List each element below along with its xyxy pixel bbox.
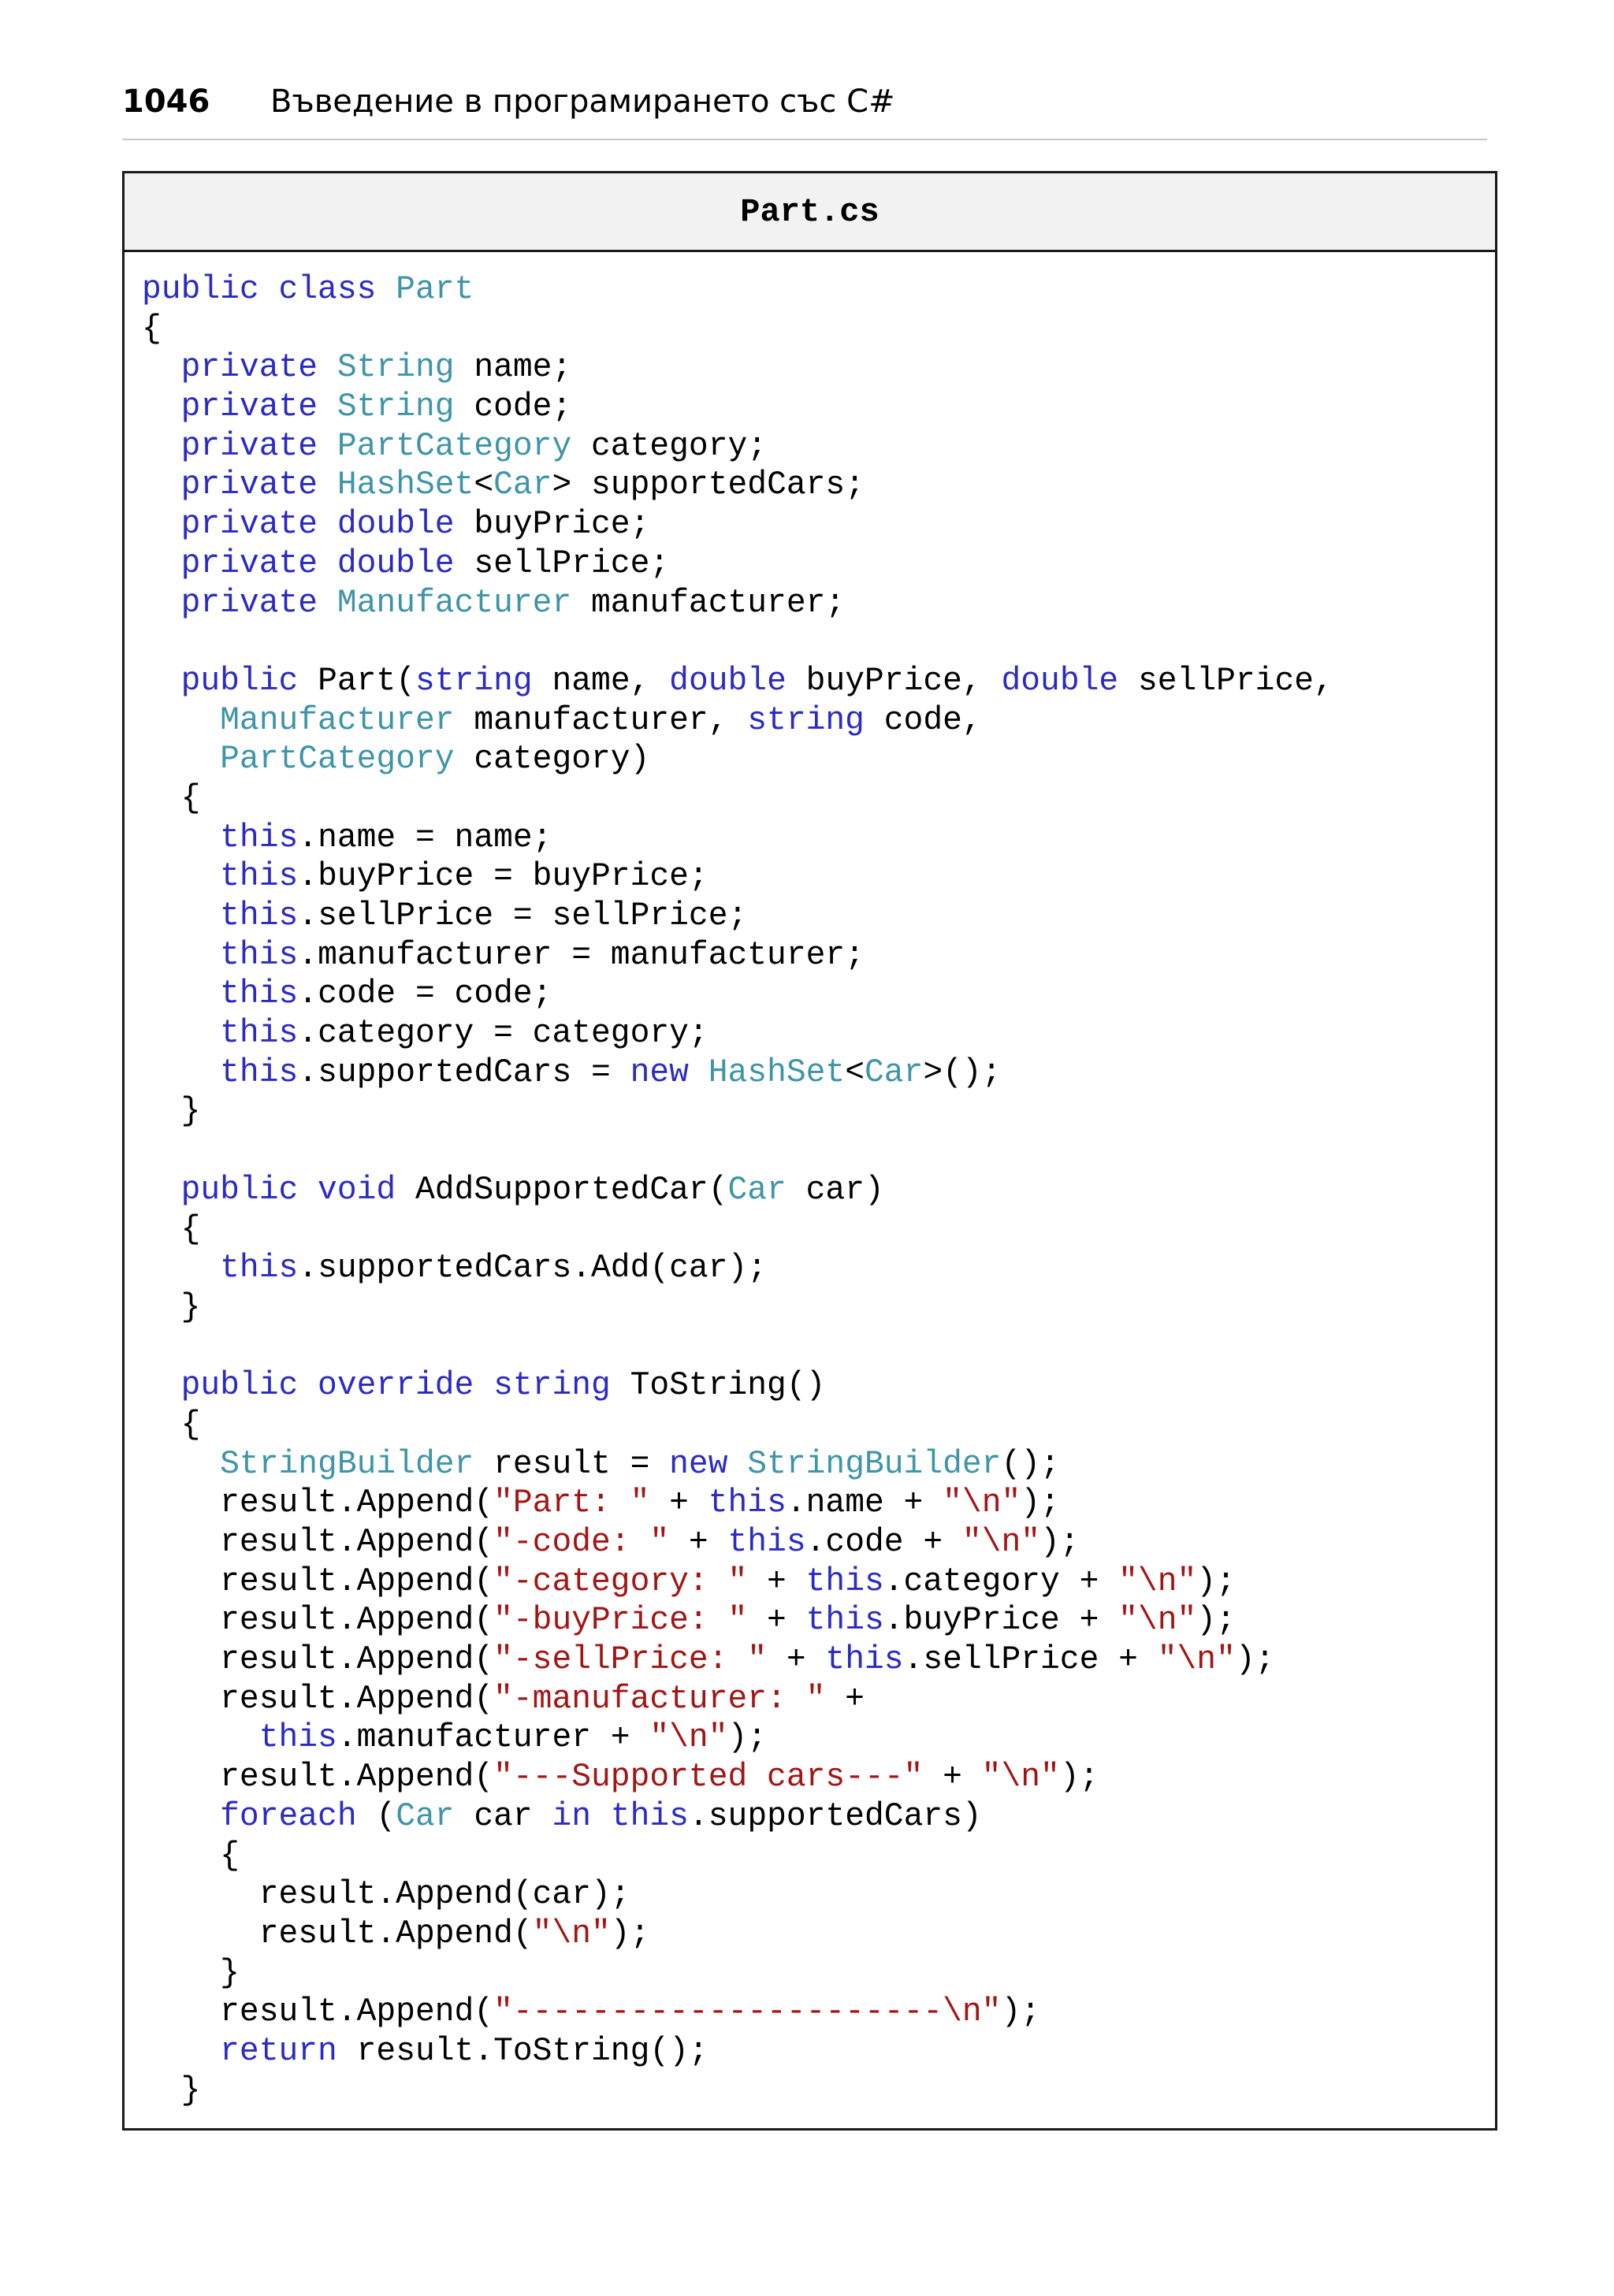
- code-line: [142, 819, 1495, 859]
- code-line: [142, 1524, 1495, 1563]
- code-type: Car: [396, 1798, 455, 1835]
- code-text: [142, 429, 181, 465]
- code-keyword: private: [180, 350, 337, 387]
- code-text: [142, 1172, 181, 1209]
- code-keyword: this: [805, 1563, 884, 1600]
- code-string: "\n": [532, 1915, 611, 1952]
- code-keyword: this: [220, 859, 299, 896]
- code-keyword: private: [180, 428, 337, 465]
- code-text: .supportedCars): [688, 1798, 982, 1835]
- code-text: );: [610, 1915, 650, 1952]
- page-number: 1046: [122, 84, 210, 120]
- code-text: code;: [454, 389, 572, 426]
- code-line: [142, 1993, 1495, 2033]
- code-keyword: this: [258, 1720, 337, 1757]
- code-keyword: this: [220, 1250, 299, 1287]
- code-body: [142, 271, 1495, 2111]
- code-line: [142, 1172, 1495, 1211]
- code-line: [142, 1328, 1495, 1368]
- code-line: [142, 623, 1495, 663]
- code-text: [142, 938, 220, 974]
- code-text: [142, 703, 220, 739]
- code-type: String: [337, 350, 455, 387]
- code-keyword: private: [180, 467, 337, 504]
- code-text: +: [923, 1759, 982, 1796]
- code-text: name;: [454, 350, 572, 387]
- code-keyword: this: [220, 1016, 299, 1053]
- code-text: Part(: [298, 663, 415, 700]
- code-text: .sellPrice = sellPrice;: [298, 898, 748, 934]
- code-keyword: public void: [180, 1172, 396, 1209]
- code-type: HashSet: [337, 467, 474, 504]
- code-text: AddSupportedCar(: [396, 1172, 728, 1209]
- code-text: [142, 2034, 220, 2070]
- code-line: [142, 1915, 1495, 1955]
- code-line: [142, 1211, 1495, 1250]
- code-line: [142, 1759, 1495, 1798]
- code-text: .name +: [786, 1485, 943, 1522]
- code-text: +: [767, 1642, 826, 1679]
- code-text: result.Append(: [142, 1759, 494, 1796]
- code-text: .supportedCars.Add(car);: [298, 1250, 768, 1287]
- code-type: String: [337, 389, 455, 426]
- code-line: [142, 897, 1495, 937]
- code-text: ToString(): [610, 1368, 826, 1405]
- code-string: "----------------------\n": [493, 1994, 1002, 2031]
- code-line: [142, 545, 1495, 585]
- code-type: StringBuilder: [220, 1446, 474, 1483]
- code-text: .code = code;: [298, 976, 552, 1013]
- code-text: [142, 1368, 181, 1404]
- code-line: [142, 388, 1495, 428]
- code-text: );: [1059, 1759, 1099, 1796]
- code-text: {: [142, 310, 162, 347]
- code-text: [142, 546, 181, 582]
- code-listing-title-bar: [125, 173, 1495, 252]
- code-text: {: [142, 1837, 240, 1874]
- code-keyword: this: [220, 1054, 299, 1091]
- code-keyword: private: [180, 585, 337, 622]
- code-string: "\n": [1157, 1642, 1236, 1679]
- code-string: "\n": [649, 1720, 728, 1757]
- code-keyword: public: [180, 663, 299, 700]
- code-line: [142, 780, 1495, 819]
- code-text: [142, 585, 181, 622]
- code-text: result.Append(: [142, 1642, 494, 1679]
- code-text: {: [142, 1211, 201, 1248]
- code-line: [142, 1563, 1495, 1603]
- code-text: sellPrice;: [454, 545, 670, 582]
- code-text: .supportedCars =: [298, 1054, 630, 1091]
- code-keyword: string: [747, 702, 865, 739]
- code-text: [142, 976, 220, 1012]
- code-text: sellPrice,: [1118, 663, 1333, 700]
- code-keyword: private double: [180, 507, 455, 544]
- code-text: [142, 898, 220, 934]
- code-text: buyPrice,: [786, 663, 1002, 700]
- code-keyword: private double: [180, 545, 455, 582]
- page-header: [122, 77, 1487, 140]
- code-type: Manufacturer: [337, 585, 572, 622]
- code-text: .buyPrice = buyPrice;: [298, 859, 708, 896]
- code-line: [142, 466, 1495, 506]
- code-text: name,: [532, 663, 670, 700]
- code-text: ();: [1001, 1446, 1060, 1483]
- code-text: [142, 389, 181, 425]
- code-text: }: [142, 1955, 240, 1992]
- code-line: [142, 1406, 1495, 1446]
- code-type: StringBuilder: [747, 1446, 1002, 1483]
- code-text: [142, 350, 181, 386]
- code-keyword: this: [220, 819, 299, 856]
- code-text: result.Append(: [142, 1681, 494, 1718]
- code-line: [142, 1446, 1495, 1485]
- code-type: PartCategory: [337, 428, 572, 465]
- code-line: [142, 349, 1495, 388]
- code-text: buyPrice;: [454, 507, 650, 544]
- code-text: .category +: [883, 1563, 1119, 1600]
- code-type: Car: [865, 1054, 924, 1091]
- code-line: [142, 2072, 1495, 2112]
- code-text: +: [825, 1681, 865, 1718]
- code-keyword: public override string: [180, 1368, 611, 1405]
- code-keyword: double: [1001, 663, 1119, 700]
- code-text: [142, 663, 181, 700]
- code-line: [142, 937, 1495, 976]
- code-text: car): [786, 1172, 884, 1209]
- code-text: [142, 1250, 220, 1287]
- code-text: }: [142, 1289, 201, 1326]
- code-text: {: [142, 1406, 201, 1443]
- code-keyword: this: [220, 937, 299, 974]
- code-keyword: this: [727, 1525, 806, 1561]
- code-type: PartCategory: [220, 741, 455, 778]
- code-text: [142, 820, 220, 856]
- code-text: [142, 507, 181, 543]
- code-type: Car: [493, 467, 552, 504]
- code-text: );: [1001, 1994, 1041, 2031]
- code-text: <: [845, 1054, 865, 1091]
- code-keyword: public class: [142, 272, 396, 308]
- code-line: [142, 271, 1495, 310]
- code-keyword: this: [825, 1642, 904, 1679]
- code-keyword: new: [630, 1054, 708, 1091]
- code-text: result.Append(: [142, 1485, 494, 1522]
- code-line: [142, 1876, 1495, 1915]
- code-line: [142, 1955, 1495, 1994]
- code-keyword: return: [220, 2033, 337, 2070]
- code-line: [142, 1093, 1495, 1132]
- code-text: .sellPrice +: [903, 1642, 1158, 1679]
- code-string: "---Supported cars---": [493, 1759, 924, 1796]
- code-text: result.ToString();: [337, 2033, 708, 2070]
- code-string: "\n": [1118, 1603, 1197, 1640]
- code-line: [142, 663, 1495, 702]
- code-text: [142, 859, 220, 895]
- code-text: [142, 1447, 220, 1483]
- code-text: result.Append(: [142, 1525, 494, 1561]
- code-text: }: [142, 1094, 201, 1131]
- code-line: [142, 1837, 1495, 1877]
- code-text: +: [747, 1563, 806, 1600]
- code-text: car: [454, 1798, 552, 1835]
- code-string: "-category: ": [493, 1563, 748, 1600]
- code-line: [142, 1015, 1495, 1054]
- code-line: [142, 1798, 1495, 1837]
- code-text: );: [1196, 1563, 1236, 1600]
- code-keyword: double: [669, 663, 787, 700]
- code-string: "\n": [1118, 1563, 1197, 1600]
- code-line: [142, 428, 1495, 467]
- code-line: [142, 1132, 1495, 1172]
- code-text: +: [669, 1525, 728, 1561]
- code-line: [142, 1681, 1495, 1720]
- code-text: <: [474, 467, 494, 504]
- code-text: );: [1196, 1603, 1236, 1640]
- code-keyword: string: [415, 663, 533, 700]
- code-line: [142, 1367, 1495, 1406]
- code-line: [142, 1719, 1495, 1759]
- code-line: [142, 741, 1495, 780]
- code-text: }: [142, 2072, 201, 2109]
- book-title: Въведение в програмирането със C#: [270, 84, 895, 120]
- code-string: "\n": [943, 1485, 1021, 1522]
- code-text: [142, 467, 181, 503]
- code-string: "-manufacturer: ": [493, 1681, 826, 1718]
- code-string: "Part: ": [493, 1485, 650, 1522]
- code-string: "-sellPrice: ": [493, 1642, 768, 1679]
- code-text: [142, 1055, 220, 1091]
- code-text: [142, 1016, 220, 1052]
- code-line: [142, 310, 1495, 350]
- code-keyword: private: [180, 389, 337, 426]
- code-keyword: new: [669, 1446, 748, 1483]
- code-text: [142, 1720, 259, 1756]
- code-line: [142, 1250, 1495, 1289]
- code-text: );: [1021, 1485, 1060, 1522]
- code-text: [142, 1799, 220, 1835]
- code-text: result.Append(: [142, 1603, 494, 1640]
- code-line: [142, 975, 1495, 1015]
- code-text: result.Append(car);: [142, 1877, 630, 1914]
- code-text: manufacturer;: [571, 585, 846, 622]
- code-line: [142, 702, 1495, 741]
- code-line: [142, 1289, 1495, 1328]
- code-line: [142, 1054, 1495, 1094]
- code-type: HashSet: [708, 1054, 846, 1091]
- code-type: Car: [727, 1172, 787, 1209]
- code-keyword: in this: [552, 1798, 689, 1835]
- code-text: {: [142, 780, 201, 817]
- code-text: > supportedCars;: [552, 467, 865, 504]
- code-text: .name = name;: [298, 819, 552, 856]
- code-text: category): [454, 741, 650, 778]
- code-text: +: [649, 1485, 708, 1522]
- code-text: result.Append(: [142, 1915, 533, 1952]
- code-string: "-buyPrice: ": [493, 1603, 748, 1640]
- code-text: );: [1040, 1525, 1080, 1561]
- code-text: +: [747, 1603, 806, 1640]
- code-line: [142, 585, 1495, 624]
- code-text: manufacturer,: [454, 702, 748, 739]
- code-text: [142, 741, 220, 778]
- code-text: category;: [571, 428, 768, 465]
- code-string: "-code: ": [493, 1525, 670, 1561]
- code-keyword: this: [220, 898, 299, 934]
- code-keyword: foreach: [220, 1798, 357, 1835]
- code-type: Part: [396, 272, 474, 308]
- code-keyword: this: [805, 1603, 884, 1640]
- code-string: "\n": [961, 1525, 1041, 1561]
- code-text: .manufacturer +: [337, 1720, 650, 1757]
- code-line: [142, 1484, 1495, 1524]
- code-line: [142, 2033, 1495, 2072]
- code-text: result =: [474, 1446, 670, 1483]
- code-line: [142, 1641, 1495, 1681]
- code-listing: [122, 171, 1497, 2131]
- code-type: Manufacturer: [220, 702, 455, 739]
- code-listing-filename: Part.cs: [740, 192, 880, 231]
- code-text: code,: [864, 702, 982, 739]
- code-text: );: [1235, 1642, 1275, 1679]
- code-text: .manufacturer = manufacturer;: [298, 937, 865, 974]
- code-text: .buyPrice +: [883, 1603, 1119, 1640]
- code-keyword: this: [708, 1485, 787, 1522]
- code-text: .code +: [805, 1525, 962, 1561]
- code-keyword: this: [220, 976, 299, 1013]
- code-text: .category = category;: [298, 1016, 708, 1053]
- code-text: result.Append(: [142, 1563, 494, 1600]
- code-line: [142, 1602, 1495, 1641]
- code-string: "\n": [981, 1759, 1060, 1796]
- code-line: [142, 858, 1495, 897]
- code-line: [142, 506, 1495, 545]
- code-text: );: [727, 1720, 768, 1757]
- code-text: (: [356, 1798, 396, 1835]
- code-text: result.Append(: [142, 1994, 494, 2031]
- code-text: >();: [923, 1054, 1002, 1091]
